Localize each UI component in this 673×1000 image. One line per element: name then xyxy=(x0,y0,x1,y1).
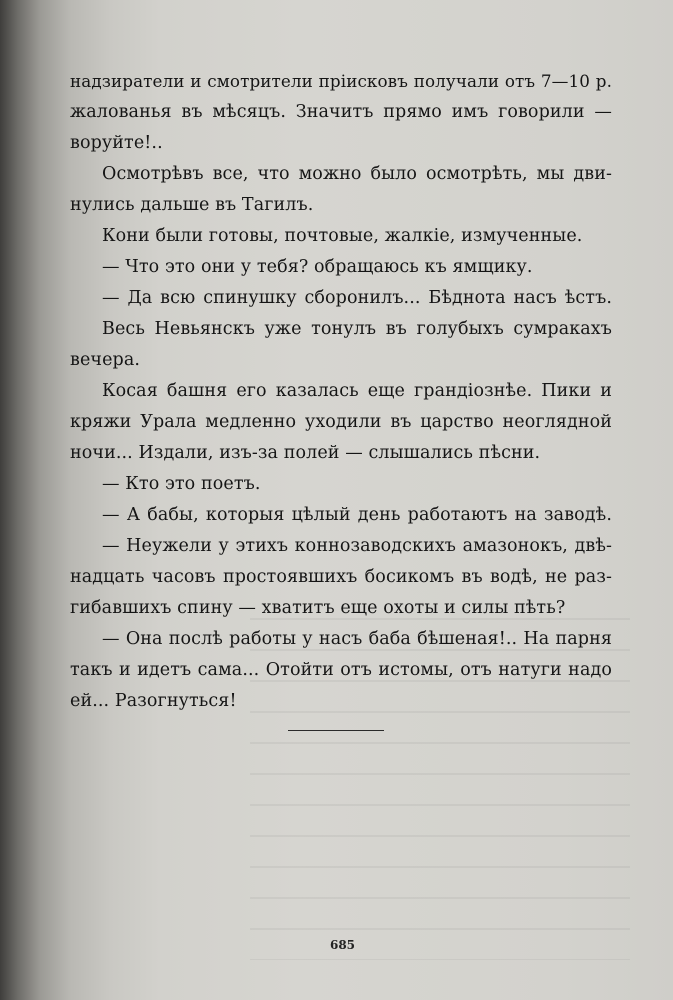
text-line: такъ и идетъ сама... Отойти отъ истомы, отъ натуги надо xyxy=(70,660,612,680)
text-line: нулись дальше въ Тагилъ. xyxy=(70,195,314,215)
text-line: — Неужели у этихъ коннозаводскихъ амазонокъ, двѣ- xyxy=(102,536,612,556)
text-line: Кони были готовы, почтовые, жалкiе, измученные. xyxy=(102,226,583,246)
text-line: Косая башня его казалась еще грандiознѣе. Пики и xyxy=(102,381,612,401)
text-line: вечера. xyxy=(70,350,141,370)
text-line: жалованья въ мѣсяцъ. Значитъ прямо имъ говорили — xyxy=(70,102,612,122)
text-line: — Да всю спинушку сборонилъ... Бѣднота насъ ѣстъ. xyxy=(102,288,612,308)
text-line: ночи... Издали, изъ-за полей — слышались пѣсни. xyxy=(70,443,541,463)
text-line: надцать часовъ простоявшихъ босикомъ въ водѣ, не раз- xyxy=(70,567,612,587)
body-text xyxy=(70,66,612,717)
text-line: — А бабы, которыя цѣлый день работаютъ на заводѣ. xyxy=(102,505,612,525)
page-number: 685 xyxy=(329,938,356,952)
text-line: — Она послѣ работы у насъ баба бѣшеная!.. На парня xyxy=(102,629,612,649)
text-line: ей... Разогнуться! xyxy=(70,691,237,711)
text-line: — Что это они у тебя? обращаюсь къ ямщику. xyxy=(102,257,533,277)
text-line: — Кто это поетъ. xyxy=(102,474,261,494)
text-line: Осмотрѣвъ все, что можно было осмотрѣть, мы дви- xyxy=(102,164,612,184)
section-divider xyxy=(288,730,384,731)
text-line: надзиратели и смотрители прiисковъ получали отъ 7—10 р. xyxy=(70,71,612,91)
text-line: воруйте!.. xyxy=(70,133,163,153)
text-line: кряжи Урала медленно уходили въ царство неоглядной xyxy=(70,412,612,432)
text-line: гибавшихъ спину — хватитъ еще охоты и силы пѣть? xyxy=(70,598,566,618)
text-line: Весь Невьянскъ уже тонулъ въ голубыхъ сумракахъ xyxy=(102,319,612,339)
